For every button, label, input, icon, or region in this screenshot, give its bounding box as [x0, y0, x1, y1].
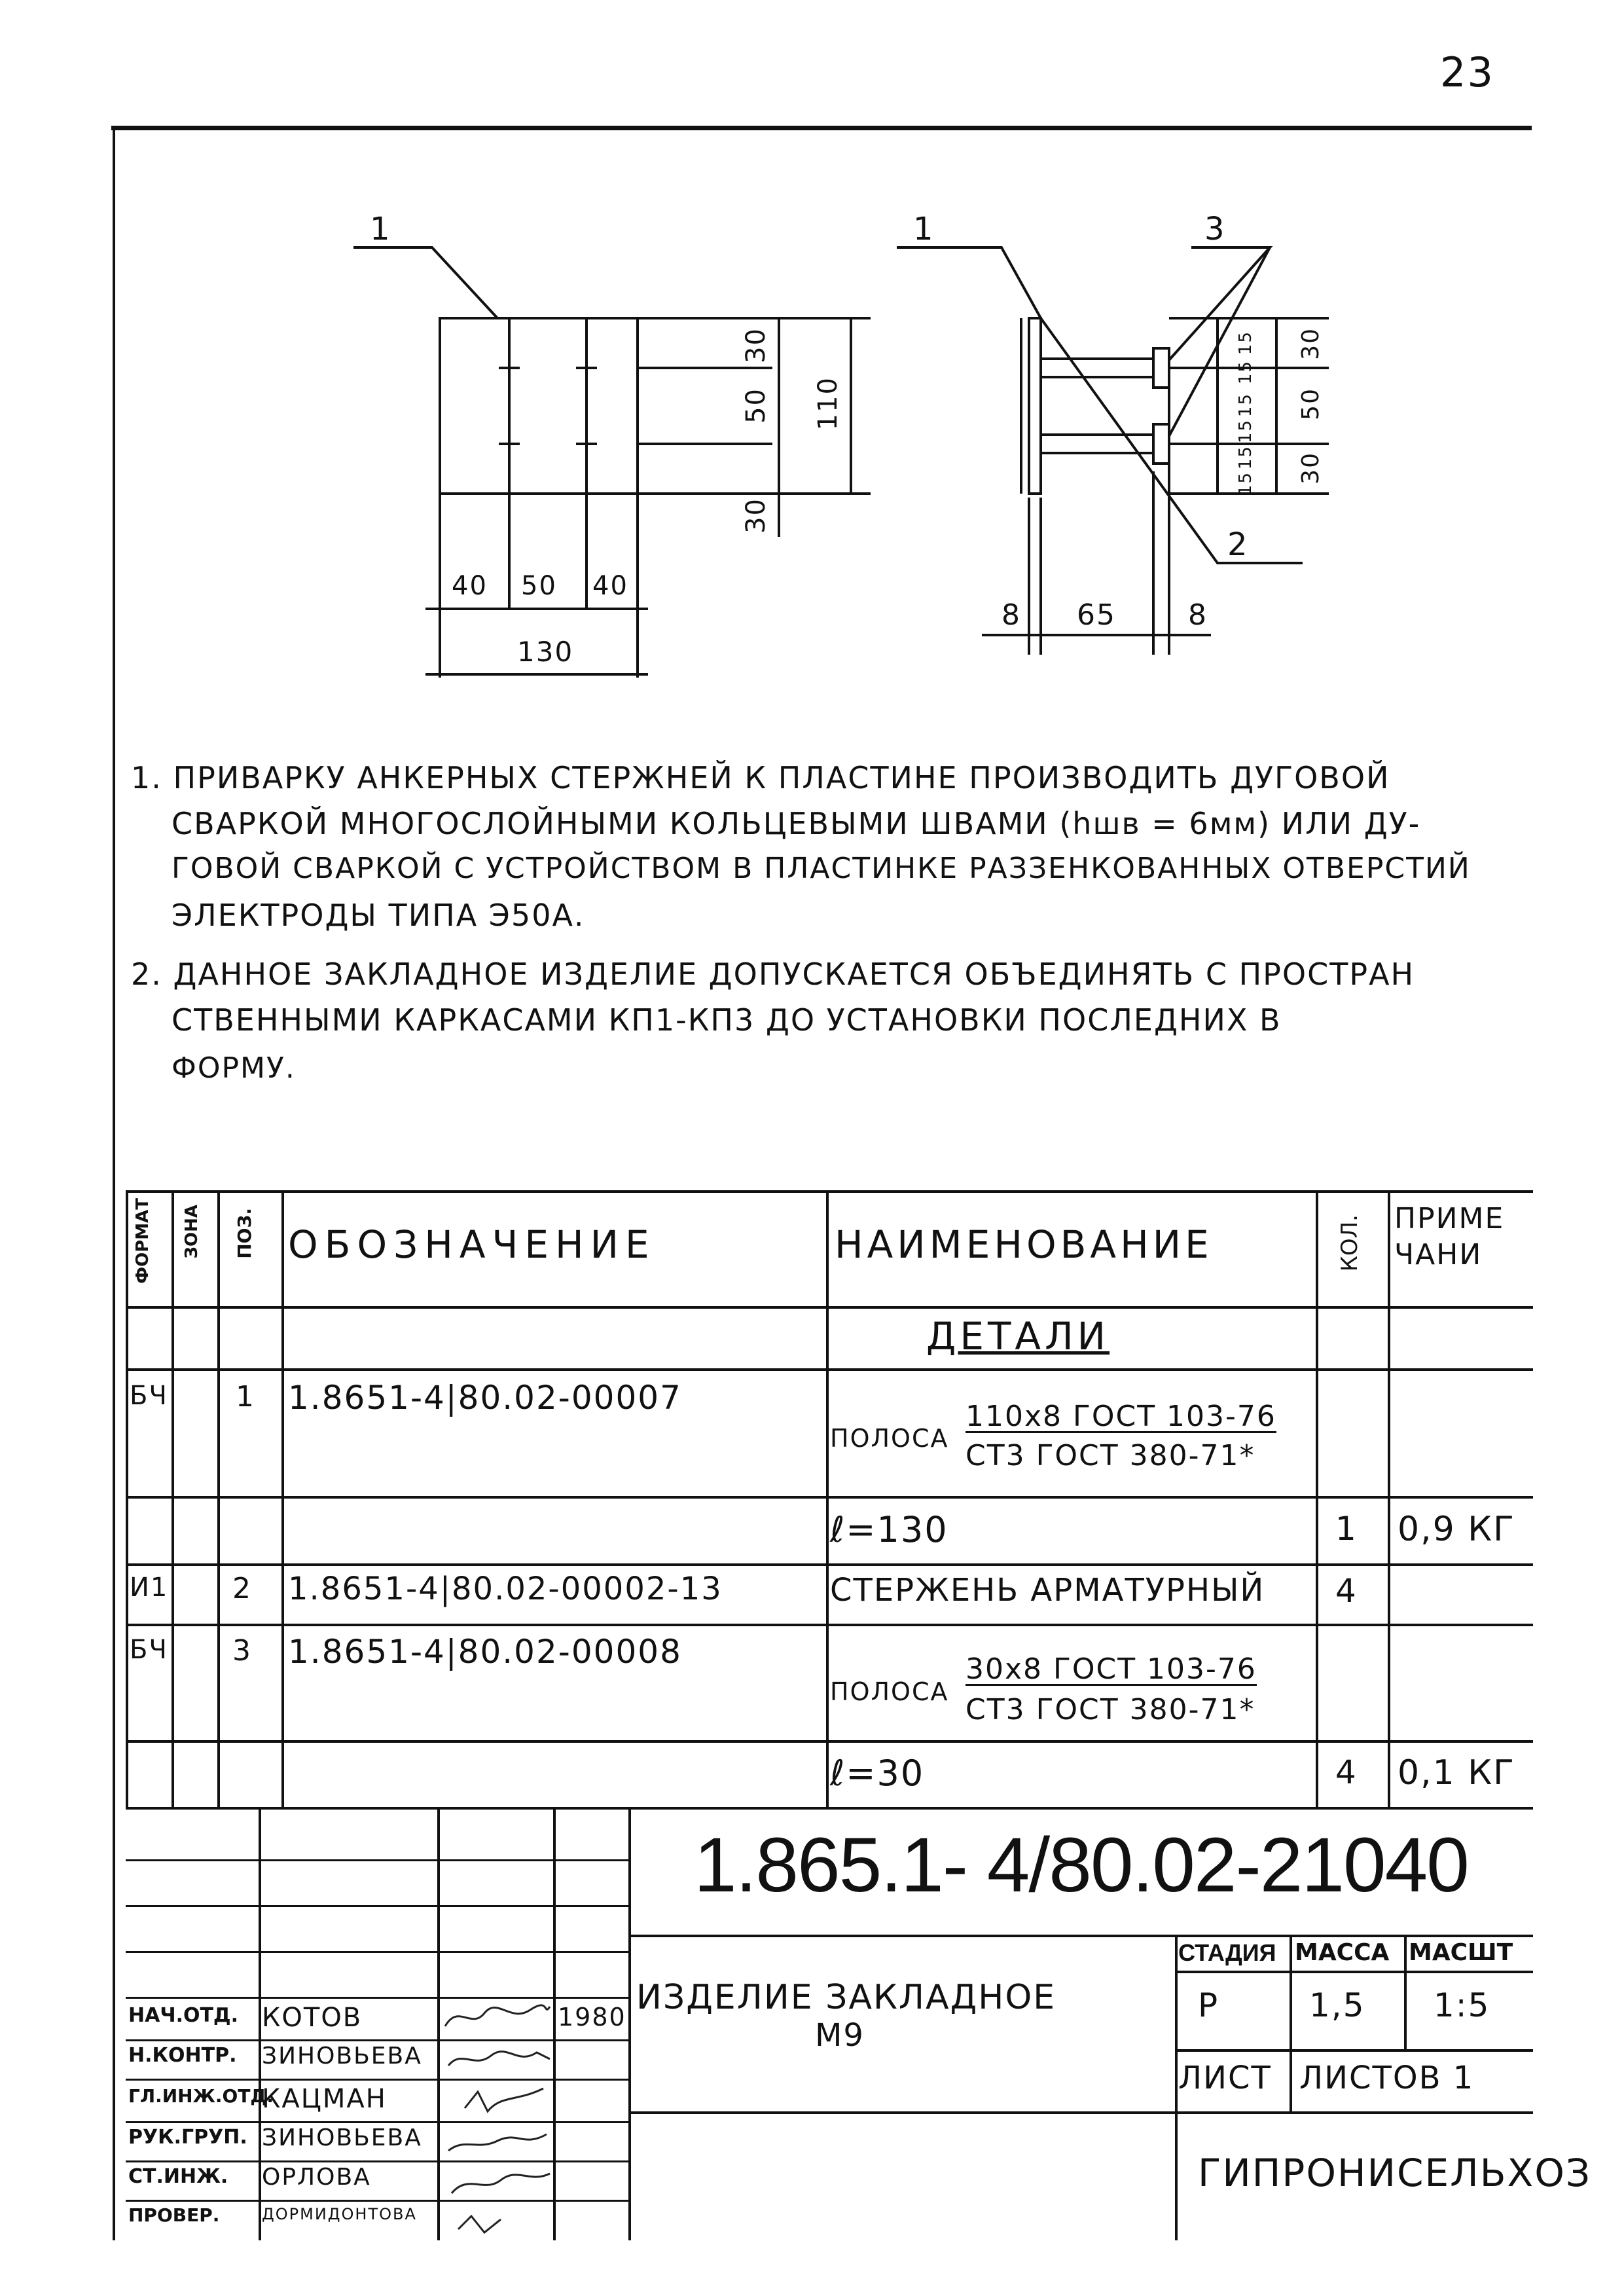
tb-line	[628, 1935, 1533, 1937]
table-line	[126, 1368, 1533, 1371]
note-line: СВАРКОЙ МНОГОСЛОЙНЫМИ КОЛЬЦЕВЫМИ ШВАМИ (hшв = 6мм) ИЛИ ДУ-	[171, 806, 1421, 841]
side-dim-15-c: 15	[1236, 393, 1255, 418]
side-callout-1: 1	[913, 211, 935, 247]
plan-dim-110: 110	[813, 376, 843, 431]
side-dim-30-top: 30	[1297, 327, 1324, 360]
side-dim-50: 50	[1297, 388, 1324, 420]
tb-line	[259, 1807, 261, 2240]
page-number: 23	[1440, 48, 1494, 96]
staff-role: ГЛ.ИНЖ.ОТД.	[128, 2085, 274, 2107]
row1-name-prefix: ПОЛОСА	[830, 1424, 949, 1453]
table-line	[281, 1190, 284, 1807]
side-dim-30-bottom: 30	[1297, 452, 1324, 484]
tb-line	[628, 2111, 1533, 2114]
drawing-title-2: М9	[815, 2017, 865, 2054]
technical-drawing	[0, 0, 1624, 733]
plan-dim-30-bottom: 30	[741, 498, 771, 534]
scale-value: 1:5	[1434, 1986, 1490, 2024]
tb-line	[126, 1859, 628, 1861]
row2-note: 0,9 КГ	[1398, 1510, 1515, 1549]
header-note-2: ЧАНИ	[1394, 1238, 1483, 1271]
row4-pos: 3	[232, 1634, 252, 1667]
side-callout-3: 3	[1204, 211, 1226, 247]
side-dim-15-e: 15	[1236, 445, 1255, 470]
header-designation: ОБОЗНАЧЕНИЕ	[288, 1222, 656, 1267]
header-qty: КОЛ.	[1337, 1214, 1363, 1272]
staff-role: Н.КОНТР.	[128, 2044, 237, 2067]
row4-name-bottom: СТ3 ГОСТ 380-71*	[965, 1693, 1255, 1726]
stage-value: Р	[1198, 1986, 1219, 2024]
row1-designation: 1.8651-4|80.02-00007	[288, 1379, 682, 1417]
row3-qty: 4	[1335, 1572, 1358, 1610]
header-format: ФОРМАТ	[133, 1198, 153, 1284]
mass-value: 1,5	[1309, 1986, 1365, 2024]
side-dim-15-f: 15	[1236, 471, 1255, 496]
row5-note: 0,1 КГ	[1398, 1753, 1515, 1793]
row1-pos: 1	[236, 1380, 255, 1413]
row4-name-top: 30х8 ГОСТ 103-76	[965, 1652, 1257, 1686]
note-line: ГОВОЙ СВАРКОЙ С УСТРОЙСТВОМ В ПЛАСТИНКЕ РАЗЗЕНКОВАННЫХ ОТВЕРСТИЙ	[171, 852, 1471, 885]
note-line: ФОРМУ.	[171, 1051, 296, 1085]
table-line	[171, 1190, 174, 1807]
row4-format: БЧ	[130, 1635, 168, 1665]
row1-name-bottom: СТ3 ГОСТ 380-71*	[965, 1439, 1255, 1472]
plan-dim-40-right: 40	[592, 571, 628, 601]
header-pos: ПОЗ.	[234, 1208, 255, 1259]
section-title: ДЕТАЛИ	[926, 1314, 1110, 1358]
side-callout-2: 2	[1227, 526, 1249, 563]
tb-line	[553, 1807, 556, 2240]
table-line	[126, 1190, 1533, 1193]
table-line	[126, 1740, 1533, 1743]
plan-callout-1: 1	[370, 211, 391, 247]
tb-line	[1175, 1971, 1533, 1973]
row5-qty: 4	[1335, 1753, 1358, 1791]
sheets-label: ЛИСТОВ 1	[1299, 2060, 1475, 2096]
plan-dim-50: 50	[741, 388, 771, 424]
table-line	[126, 1190, 128, 1807]
organization: ГИПРОНИСЕЛЬХОЗ	[1198, 2151, 1592, 2195]
staff-name: ДОРМИДОНТОВА	[262, 2205, 417, 2223]
table-line	[217, 1190, 220, 1807]
row3-format: И1	[130, 1573, 169, 1603]
row4-designation: 1.8651-4|80.02-00008	[288, 1633, 682, 1671]
drawing-code: 1.865.1- 4/80.02-21040	[694, 1822, 1468, 1908]
tb-line	[628, 1807, 631, 2240]
staff-role: РУК.ГРУП.	[128, 2126, 247, 2149]
staff-name: КОТОВ	[262, 2003, 363, 2033]
note-line: 1. ПРИВАРКУ АНКЕРНЫХ СТЕРЖНЕЙ К ПЛАСТИНЕ ПРОИЗВОДИТЬ ДУГОВОЙ	[131, 760, 1390, 795]
header-zone: ЗОНА	[182, 1205, 202, 1259]
staff-name: ОРЛОВА	[262, 2164, 371, 2191]
plan-dim-30-top: 30	[741, 327, 771, 363]
stage-label: СТАДИЯ	[1178, 1939, 1276, 1966]
side-dim-8-right: 8	[1188, 598, 1208, 632]
row4-name-prefix: ПОЛОСА	[830, 1677, 949, 1706]
note-line: ЭЛЕКТРОДЫ ТИПА Э50А.	[171, 898, 585, 933]
table-line	[126, 1563, 1533, 1566]
row5-name: ℓ=30	[830, 1753, 925, 1794]
table-line	[126, 1807, 1533, 1810]
plan-dim-50-bottom: 50	[521, 571, 557, 601]
row3-pos: 2	[232, 1572, 252, 1605]
table-line	[1316, 1190, 1318, 1807]
side-dim-8-left: 8	[1001, 598, 1021, 632]
staff-name: ЗИНОВЬЕВА	[262, 2043, 422, 2069]
side-dim-15-a: 15	[1236, 331, 1255, 355]
tb-line	[126, 1951, 628, 1953]
row3-designation: 1.8651-4|80.02-00002-13	[288, 1571, 723, 1607]
staff-name: ЗИНОВЬЕВА	[262, 2124, 422, 2151]
stud-marks	[499, 357, 597, 454]
year: 1980	[558, 2003, 626, 2032]
row1-name-top: 110х8 ГОСТ 103-76	[965, 1400, 1276, 1433]
table-line	[126, 1496, 1533, 1499]
header-note-1: ПРИМЕ	[1394, 1202, 1505, 1235]
table-line	[126, 1306, 1533, 1309]
table-line	[1388, 1190, 1390, 1807]
side-dim-15-d: 15	[1236, 419, 1255, 444]
plan-dim-40-left: 40	[452, 571, 488, 601]
table-line	[126, 1624, 1533, 1626]
plate-side-view	[1029, 318, 1041, 494]
sheet-label: ЛИСТ	[1178, 2060, 1272, 2096]
note-line: 2. ДАННОЕ ЗАКЛАДНОЕ ИЗДЕЛИЕ ДОПУСКАЕТСЯ ОБЪЕДИНЯТЬ С ПРОСТРАН	[131, 957, 1415, 992]
tb-line	[126, 1905, 628, 1907]
staff-role: СТ.ИНЖ.	[128, 2165, 228, 2188]
staff-role: НАЧ.ОТД.	[128, 2004, 239, 2027]
tb-line	[1290, 1935, 1292, 2111]
plate-plan-view	[440, 318, 638, 494]
mass-label: МАССА	[1295, 1939, 1390, 1966]
staff-role: ПРОВЕР.	[128, 2204, 220, 2226]
tb-line	[1175, 1935, 1178, 2240]
signatures	[439, 1997, 553, 2239]
tb-line	[1404, 1935, 1407, 2049]
side-dim-65: 65	[1077, 598, 1116, 632]
header-name: НАИМЕНОВАНИЕ	[835, 1222, 1213, 1267]
note-line: СТВЕННЫМИ КАРКАСАМИ КП1-КП3 ДО УСТАНОВКИ ПОСЛЕДНИХ В	[171, 1002, 1282, 1038]
table-line	[826, 1190, 829, 1807]
tb-line	[1175, 2049, 1533, 2052]
plan-dim-130: 130	[517, 636, 574, 668]
drawing-title-1: ИЗДЕЛИЕ ЗАКЛАДНОЕ	[636, 1978, 1056, 2017]
staff-name: КАЦМАН	[262, 2084, 387, 2114]
side-dim-15-b: 15	[1236, 360, 1255, 385]
row2-name: ℓ=130	[830, 1509, 948, 1550]
row2-qty: 1	[1335, 1510, 1358, 1548]
scale-label: МАСШТ	[1409, 1939, 1513, 1966]
row3-name: СТЕРЖЕНЬ АРМАТУРНЫЙ	[830, 1572, 1265, 1609]
row1-format: БЧ	[130, 1381, 168, 1411]
